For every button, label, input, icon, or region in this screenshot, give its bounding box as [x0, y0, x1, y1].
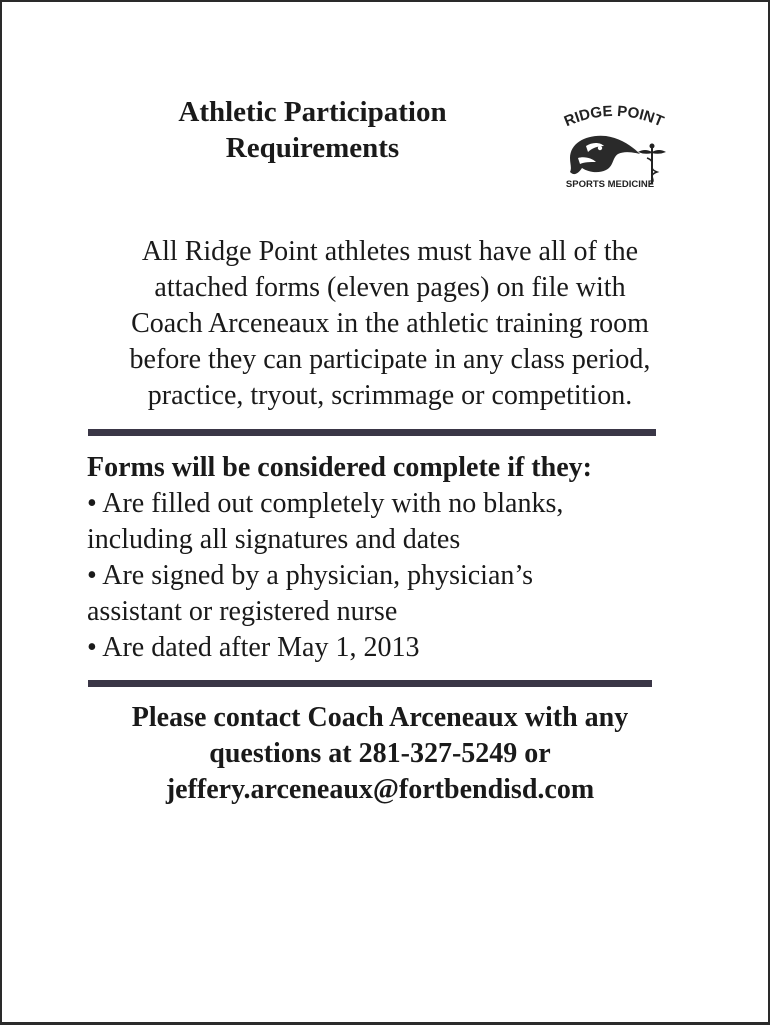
intro-line-2: attached forms (eleven pages) on file with [154, 272, 626, 303]
contact-line-1: Please contact Coach Arceneaux with any [131, 702, 629, 733]
divider-top [88, 429, 656, 436]
logo-arc-textpath: RIDGE POINT [561, 102, 667, 131]
intro-line-1: All Ridge Point athletes must have all of the [141, 236, 639, 267]
divider-bottom [88, 680, 652, 687]
contact-phone-line: questions at 281-327-5249 or [209, 738, 551, 769]
completion-criteria [87, 450, 727, 666]
intro-line-5: practice, tryout, scrimmage or competition. [147, 380, 633, 411]
contact-email: jeffery.arceneaux@fortbendisd.com [165, 774, 595, 805]
criteria-item-dated [87, 630, 727, 666]
criteria-item-line: • Are dated after May 1, 2013 [87, 632, 420, 663]
logo-arc-text [562, 103, 666, 130]
intro-line-4: before they can participate in any class period, [129, 344, 651, 375]
contact-info [60, 700, 700, 808]
criteria-item-line: assistant or registered nurse [87, 596, 398, 627]
logo-sub-text: SPORTS MEDICINE [565, 179, 655, 190]
criteria-item-signed [87, 558, 727, 630]
page-title [140, 94, 485, 166]
criteria-item-line: • Are signed by a physician, physician’s [87, 560, 534, 591]
criteria-item-no-blanks [87, 486, 727, 558]
criteria-heading: Forms will be considered complete if they: [87, 452, 592, 483]
title-line-1: Athletic Participation [178, 96, 447, 128]
ridge-point-sports-medicine-logo [548, 98, 678, 190]
criteria-list [87, 486, 727, 666]
title-line-2: Requirements [225, 132, 400, 164]
criteria-item-line: • Are filled out completely with no blanks, [87, 488, 564, 519]
panther-head-icon [570, 136, 640, 174]
caduceus-icon [638, 144, 666, 185]
criteria-item-line: including all signatures and dates [87, 524, 461, 555]
intro-line-3: Coach Arceneaux in the athletic training room [131, 308, 649, 339]
intro-paragraph [60, 234, 720, 414]
